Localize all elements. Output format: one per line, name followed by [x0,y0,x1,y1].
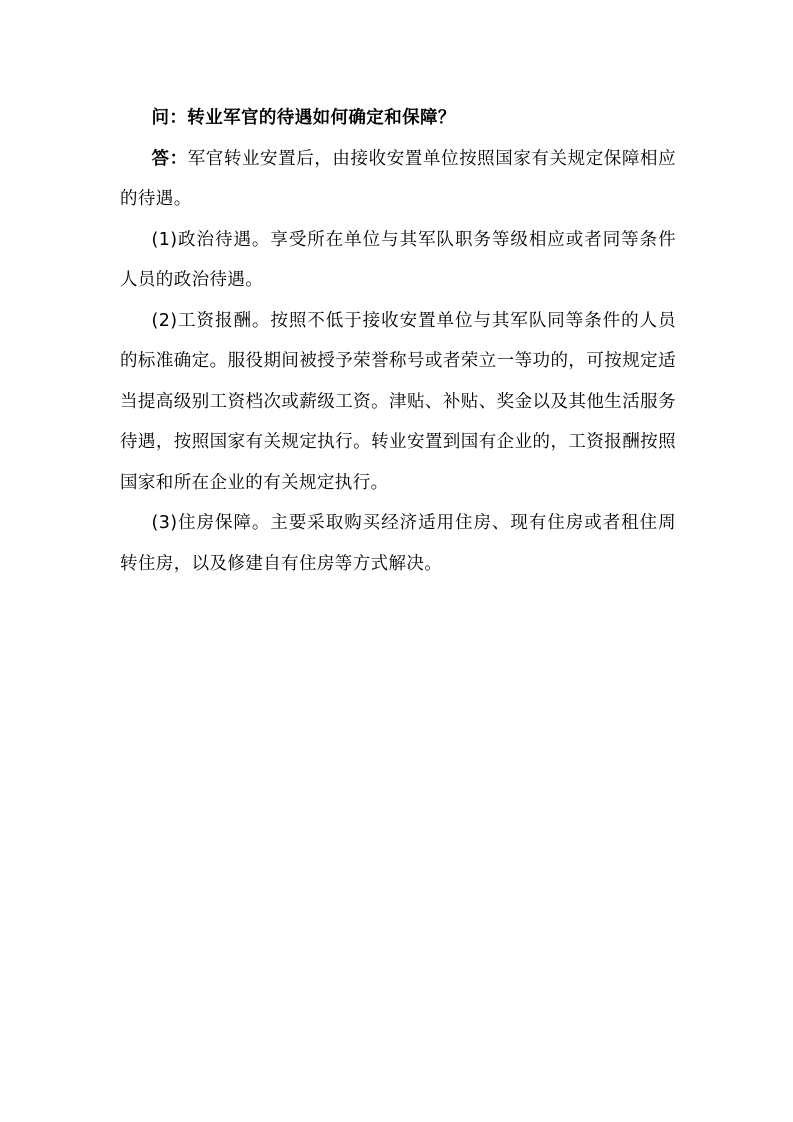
answer-text: 军官转业安置后，由接收安置单位按照国家有关规定保障相应的待遇。 [120,148,676,209]
item-housing: (3)住房保障。主要采取购买经济适用住房、现有住房或者租住周转住房，以及修建自有住房等方式解决。 [120,513,676,574]
question-heading: 问：转业军官的待遇如何确定和保障？ [151,108,456,128]
answer-paragraph [120,139,676,220]
item-political-treatment: (1)政治待遇。享受所在单位与其军队职务等级相应或者同等条件人员的政治待遇。 [120,229,676,290]
document-body [120,98,676,584]
answer-label: 答： [151,148,188,169]
item-salary: (2)工资报酬。按照不低于接收安置单位与其军队同等条件的人员的标准确定。服役期间被授予荣誉称号或者荣立一等功的，可按规定适当提高级别工资档次或薪级工资。津贴、补贴、奖金以及其他生活服务待遇，按照国家有关规定执行。转业安置到国有企业的，工资报酬按照国家和所在企业的有关规定执行。 [120,310,676,493]
